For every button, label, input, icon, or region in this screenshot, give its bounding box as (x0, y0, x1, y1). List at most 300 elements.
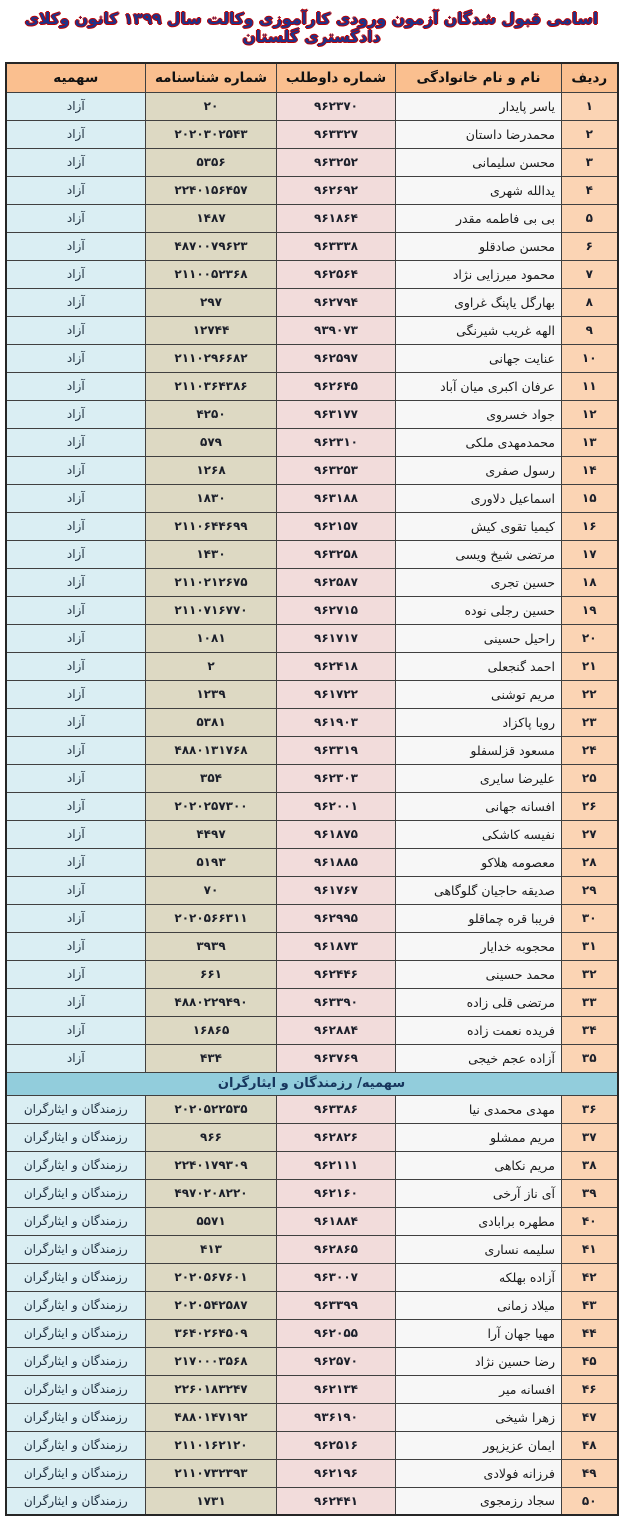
cell-candidate-no: ۹۶۲۸۶۵ (277, 1235, 396, 1263)
cell-candidate-no: ۹۶۲۵۱۶ (277, 1431, 396, 1459)
table-row (6, 848, 618, 876)
cell-id-no: ۱۲۶۸ (146, 456, 277, 484)
cell-row-no: ۲۳ (562, 708, 618, 736)
cell-row-no: ۷ (562, 260, 618, 288)
cell-quota: آزاد (6, 92, 146, 120)
cell-row-no: ۵۰ (562, 1487, 618, 1515)
cell-row-no: ۱۹ (562, 596, 618, 624)
cell-quota: آزاد (6, 400, 146, 428)
cell-candidate-no: ۹۶۳۲۵۳ (277, 456, 396, 484)
cell-row-no: ۴۵ (562, 1347, 618, 1375)
cell-row-no: ۳۴ (562, 1016, 618, 1044)
cell-row-no: ۴۲ (562, 1263, 618, 1291)
table-row (6, 92, 618, 120)
cell-id-no: ۴۸۷۰۰۷۹۶۲۳ (146, 232, 277, 260)
cell-full-name: حسین رجلی نوده (396, 596, 562, 624)
cell-candidate-no: ۹۶۱۸۷۵ (277, 820, 396, 848)
cell-quota: رزمندگان و ایثارگران (6, 1291, 146, 1319)
cell-candidate-no: ۹۶۲۱۵۷ (277, 512, 396, 540)
table-row (6, 764, 618, 792)
cell-id-no: ۱۲۳۹ (146, 680, 277, 708)
cell-quota: آزاد (6, 316, 146, 344)
cell-full-name: یاسر پایدار (396, 92, 562, 120)
cell-row-no: ۲۰ (562, 624, 618, 652)
cell-quota: آزاد (6, 652, 146, 680)
cell-row-no: ۴۹ (562, 1459, 618, 1487)
cell-row-no: ۱۲ (562, 400, 618, 428)
table-row (6, 428, 618, 456)
cell-full-name: مرتضی شیخ ویسی (396, 540, 562, 568)
cell-quota: رزمندگان و ایثارگران (6, 1263, 146, 1291)
cell-quota: آزاد (6, 372, 146, 400)
table-row (6, 372, 618, 400)
cell-quota: آزاد (6, 232, 146, 260)
cell-full-name: مطهره برابادی (396, 1207, 562, 1235)
cell-id-no: ۵۵۷۱ (146, 1207, 277, 1235)
table-row (6, 652, 618, 680)
cell-row-no: ۱۰ (562, 344, 618, 372)
table-row (6, 120, 618, 148)
cell-full-name: عرفان اکبری میان آباد (396, 372, 562, 400)
cell-full-name: محمود میرزایی نژاد (396, 260, 562, 288)
cell-row-no: ۲۸ (562, 848, 618, 876)
cell-candidate-no: ۹۶۲۶۴۵ (277, 372, 396, 400)
cell-row-no: ۴۴ (562, 1319, 618, 1347)
cell-row-no: ۱ (562, 92, 618, 120)
cell-candidate-no: ۹۶۲۰۵۵ (277, 1319, 396, 1347)
cell-row-no: ۳۶ (562, 1095, 618, 1123)
cell-quota: آزاد (6, 176, 146, 204)
cell-full-name: کیمیا تقوی کیش (396, 512, 562, 540)
table-body (6, 92, 618, 1515)
cell-id-no: ۲۰ (146, 92, 277, 120)
cell-id-no: ۴۴۹۷ (146, 820, 277, 848)
table-row (6, 1151, 618, 1179)
cell-row-no: ۳۸ (562, 1151, 618, 1179)
cell-full-name: مهیا جهان آرا (396, 1319, 562, 1347)
cell-full-name: آی ناز آرخی (396, 1179, 562, 1207)
cell-candidate-no: ۹۳۹۰۷۳ (277, 316, 396, 344)
cell-full-name: اسماعیل دلاوری (396, 484, 562, 512)
cell-full-name: رسول صفری (396, 456, 562, 484)
cell-candidate-no: ۹۶۲۵۶۴ (277, 260, 396, 288)
cell-candidate-no: ۹۶۲۳۱۰ (277, 428, 396, 456)
cell-full-name: محمد حسینی (396, 960, 562, 988)
cell-quota: رزمندگان و ایثارگران (6, 1403, 146, 1431)
cell-quota: آزاد (6, 260, 146, 288)
cell-id-no: ۲۰۲۰۳۰۲۵۴۳ (146, 120, 277, 148)
table-row (6, 820, 618, 848)
header-row-no: ردیف (562, 63, 618, 92)
cell-id-no: ۱۷۳۱ (146, 1487, 277, 1515)
header-id-no: شماره شناسنامه (146, 63, 277, 92)
cell-full-name: آزاده بهلکه (396, 1263, 562, 1291)
cell-candidate-no: ۹۶۲۶۹۲ (277, 176, 396, 204)
cell-full-name: محسن سلیمانی (396, 148, 562, 176)
quota-separator-row (6, 1072, 618, 1095)
table-row (6, 1095, 618, 1123)
cell-full-name: بی بی فاطمه مقدر (396, 204, 562, 232)
cell-row-no: ۲۱ (562, 652, 618, 680)
cell-row-no: ۱۷ (562, 540, 618, 568)
cell-row-no: ۴۰ (562, 1207, 618, 1235)
table-row (6, 1016, 618, 1044)
table-row (6, 736, 618, 764)
table-row (6, 540, 618, 568)
cell-full-name: محمدمهدی ملکی (396, 428, 562, 456)
cell-quota: آزاد (6, 288, 146, 316)
table-row (6, 988, 618, 1016)
cell-full-name: یدالله شهری (396, 176, 562, 204)
cell-candidate-no: ۹۶۳۳۲۷ (277, 120, 396, 148)
cell-full-name: زهرا شیخی (396, 1403, 562, 1431)
cell-id-no: ۱۴۸۷ (146, 204, 277, 232)
cell-id-no: ۲۰۲۰۵۴۲۵۸۷ (146, 1291, 277, 1319)
cell-quota: آزاد (6, 624, 146, 652)
cell-candidate-no: ۹۶۳۳۹۰ (277, 988, 396, 1016)
table-row (6, 456, 618, 484)
table-row (6, 1375, 618, 1403)
header-full-name: نام و نام خانوادگی (396, 63, 562, 92)
cell-full-name: افسانه جهانی (396, 792, 562, 820)
cell-quota: آزاد (6, 1016, 146, 1044)
cell-id-no: ۲۱۱۰۶۴۴۶۹۹ (146, 512, 277, 540)
table-row (6, 960, 618, 988)
cell-row-no: ۱۸ (562, 568, 618, 596)
cell-row-no: ۴۸ (562, 1431, 618, 1459)
table-row (6, 176, 618, 204)
quota-separator-label: سهمیه/ رزمندگان و ایثارگران (6, 1072, 618, 1095)
cell-row-no: ۴۳ (562, 1291, 618, 1319)
cell-quota: رزمندگان و ایثارگران (6, 1095, 146, 1123)
cell-row-no: ۲۴ (562, 736, 618, 764)
table-row (6, 680, 618, 708)
page-title: اسامی قبول شدگان آزمون ورودی کارآموزی وکالت سال ۱۳۹۹ کانون وکلای دادگستری گلستان (24, 10, 599, 46)
cell-full-name: فرزانه فولادی (396, 1459, 562, 1487)
cell-full-name: رضا حسین نژاد (396, 1347, 562, 1375)
header-quota: سهمیه (6, 63, 146, 92)
cell-row-no: ۴۶ (562, 1375, 618, 1403)
cell-candidate-no: ۹۶۱۸۸۴ (277, 1207, 396, 1235)
cell-id-no: ۲۱۱۰۲۹۶۶۸۲ (146, 344, 277, 372)
cell-quota: رزمندگان و ایثارگران (6, 1179, 146, 1207)
cell-quota: رزمندگان و ایثارگران (6, 1487, 146, 1515)
results-table (5, 62, 619, 1516)
cell-candidate-no: ۹۳۶۱۹۰ (277, 1403, 396, 1431)
cell-quota: آزاد (6, 988, 146, 1016)
cell-row-no: ۳ (562, 148, 618, 176)
cell-row-no: ۲۷ (562, 820, 618, 848)
cell-quota: آزاد (6, 932, 146, 960)
cell-id-no: ۴۹۷۰۲۰۸۲۲۰ (146, 1179, 277, 1207)
cell-candidate-no: ۹۶۱۷۲۲ (277, 680, 396, 708)
cell-id-no: ۶۶۱ (146, 960, 277, 988)
cell-quota: آزاد (6, 904, 146, 932)
cell-quota: رزمندگان و ایثارگران (6, 1235, 146, 1263)
cell-row-no: ۳۷ (562, 1123, 618, 1151)
cell-quota: آزاد (6, 960, 146, 988)
cell-quota: رزمندگان و ایثارگران (6, 1123, 146, 1151)
cell-candidate-no: ۹۶۳۰۰۷ (277, 1263, 396, 1291)
cell-id-no: ۴۱۳ (146, 1235, 277, 1263)
cell-candidate-no: ۹۶۲۸۲۶ (277, 1123, 396, 1151)
header-candidate-no: شماره داوطلب (277, 63, 396, 92)
table-row (6, 1235, 618, 1263)
cell-full-name: عنایت جهانی (396, 344, 562, 372)
cell-candidate-no: ۹۶۳۳۱۹ (277, 736, 396, 764)
cell-full-name: فریده نعمت زاده (396, 1016, 562, 1044)
cell-candidate-no: ۹۶۲۳۷۰ (277, 92, 396, 120)
cell-id-no: ۲۹۷ (146, 288, 277, 316)
cell-candidate-no: ۹۶۲۰۰۱ (277, 792, 396, 820)
cell-quota: آزاد (6, 764, 146, 792)
table-row (6, 400, 618, 428)
cell-id-no: ۴۸۸۰۱۳۱۷۶۸ (146, 736, 277, 764)
cell-candidate-no: ۹۶۳۱۸۸ (277, 484, 396, 512)
cell-id-no: ۲۲۴۰۱۵۶۴۵۷ (146, 176, 277, 204)
cell-id-no: ۲۱۱۰۲۱۲۶۷۵ (146, 568, 277, 596)
table-row (6, 1123, 618, 1151)
cell-quota: رزمندگان و ایثارگران (6, 1375, 146, 1403)
cell-id-no: ۲۰۲۰۵۶۷۶۰۱ (146, 1263, 277, 1291)
cell-row-no: ۸ (562, 288, 618, 316)
cell-full-name: محسن صادقلو (396, 232, 562, 260)
cell-quota: آزاد (6, 512, 146, 540)
table-row (6, 904, 618, 932)
cell-quota: آزاد (6, 680, 146, 708)
cell-candidate-no: ۹۶۲۱۶۰ (277, 1179, 396, 1207)
cell-quota: آزاد (6, 484, 146, 512)
cell-id-no: ۲۰۲۰۵۲۲۵۳۵ (146, 1095, 277, 1123)
cell-quota: آزاد (6, 568, 146, 596)
cell-candidate-no: ۹۶۲۴۴۱ (277, 1487, 396, 1515)
cell-quota: آزاد (6, 428, 146, 456)
cell-candidate-no: ۹۶۳۷۶۹ (277, 1044, 396, 1072)
cell-full-name: محجوبه خدایار (396, 932, 562, 960)
cell-row-no: ۴۱ (562, 1235, 618, 1263)
table-row (6, 512, 618, 540)
cell-id-no: ۱۶۸۶۵ (146, 1016, 277, 1044)
cell-id-no: ۱۰۸۱ (146, 624, 277, 652)
cell-full-name: مریم نکاهی (396, 1151, 562, 1179)
table-row (6, 1179, 618, 1207)
cell-quota: آزاد (6, 456, 146, 484)
table-row (6, 1291, 618, 1319)
table-row (6, 232, 618, 260)
cell-quota: رزمندگان و ایثارگران (6, 1459, 146, 1487)
cell-quota: رزمندگان و ایثارگران (6, 1319, 146, 1347)
cell-full-name: صدیقه حاجیان گلوگاهی (396, 876, 562, 904)
table-row (6, 1403, 618, 1431)
cell-id-no: ۵۷۹ (146, 428, 277, 456)
cell-id-no: ۹۶۶ (146, 1123, 277, 1151)
table-row (6, 1263, 618, 1291)
cell-candidate-no: ۹۶۲۸۸۴ (277, 1016, 396, 1044)
cell-row-no: ۲۹ (562, 876, 618, 904)
cell-id-no: ۴۲۵۰ (146, 400, 277, 428)
cell-quota: رزمندگان و ایثارگران (6, 1347, 146, 1375)
table-row (6, 1319, 618, 1347)
cell-id-no: ۲ (146, 652, 277, 680)
cell-row-no: ۴۷ (562, 1403, 618, 1431)
cell-quota: آزاد (6, 848, 146, 876)
cell-quota: آزاد (6, 344, 146, 372)
cell-quota: آزاد (6, 1044, 146, 1072)
cell-candidate-no: ۹۶۲۱۱۱ (277, 1151, 396, 1179)
table-row (6, 204, 618, 232)
cell-full-name: فریبا قره چماقلو (396, 904, 562, 932)
cell-quota: آزاد (6, 820, 146, 848)
cell-full-name: سجاد رزمجوی (396, 1487, 562, 1515)
cell-candidate-no: ۹۶۱۷۶۷ (277, 876, 396, 904)
cell-candidate-no: ۹۶۳۱۷۷ (277, 400, 396, 428)
cell-quota: آزاد (6, 540, 146, 568)
cell-full-name: الهه غریب شیرنگی (396, 316, 562, 344)
cell-full-name: محمدرضا داستان (396, 120, 562, 148)
cell-id-no: ۳۹۳۹ (146, 932, 277, 960)
cell-row-no: ۲۵ (562, 764, 618, 792)
table-row (6, 624, 618, 652)
cell-id-no: ۱۲۷۴۴ (146, 316, 277, 344)
cell-id-no: ۱۸۳۰ (146, 484, 277, 512)
cell-candidate-no: ۹۶۱۹۰۳ (277, 708, 396, 736)
cell-candidate-no: ۹۶۱۸۶۴ (277, 204, 396, 232)
cell-row-no: ۱۶ (562, 512, 618, 540)
table-row (6, 708, 618, 736)
cell-id-no: ۲۱۱۰۰۵۲۳۶۸ (146, 260, 277, 288)
table-row (6, 1459, 618, 1487)
cell-full-name: مسعود قزلسفلو (396, 736, 562, 764)
cell-full-name: مهدی محمدی نیا (396, 1095, 562, 1123)
cell-id-no: ۲۱۷۰۰۰۳۵۶۸ (146, 1347, 277, 1375)
cell-row-no: ۱۴ (562, 456, 618, 484)
cell-quota: آزاد (6, 708, 146, 736)
cell-candidate-no: ۹۶۳۲۵۲ (277, 148, 396, 176)
cell-full-name: ایمان عزیزپور (396, 1431, 562, 1459)
cell-candidate-no: ۹۶۳۳۸۶ (277, 1095, 396, 1123)
cell-id-no: ۴۳۴ (146, 1044, 277, 1072)
cell-full-name: آزاده عجم خیجی (396, 1044, 562, 1072)
cell-quota: آزاد (6, 876, 146, 904)
cell-candidate-no: ۹۶۱۸۸۵ (277, 848, 396, 876)
cell-id-no: ۷۰ (146, 876, 277, 904)
cell-id-no: ۱۴۳۰ (146, 540, 277, 568)
cell-id-no: ۲۱۱۰۳۶۴۳۸۶ (146, 372, 277, 400)
cell-quota: آزاد (6, 736, 146, 764)
table-header (6, 63, 618, 92)
cell-full-name: جواد خسروی (396, 400, 562, 428)
cell-quota: رزمندگان و ایثارگران (6, 1431, 146, 1459)
cell-full-name: معصومه هلاکو (396, 848, 562, 876)
table-row (6, 316, 618, 344)
cell-candidate-no: ۹۶۲۱۹۶ (277, 1459, 396, 1487)
cell-row-no: ۳۲ (562, 960, 618, 988)
table-row (6, 1347, 618, 1375)
cell-row-no: ۳۱ (562, 932, 618, 960)
cell-row-no: ۳۳ (562, 988, 618, 1016)
table-row (6, 260, 618, 288)
cell-id-no: ۲۰۲۰۵۶۶۳۱۱ (146, 904, 277, 932)
cell-candidate-no: ۹۶۲۷۱۵ (277, 596, 396, 624)
cell-candidate-no: ۹۶۱۷۱۷ (277, 624, 396, 652)
cell-row-no: ۶ (562, 232, 618, 260)
table-row (6, 1487, 618, 1515)
cell-full-name: احمد گنجعلی (396, 652, 562, 680)
cell-full-name: بهارگل یاپنگ غراوی (396, 288, 562, 316)
cell-id-no: ۵۳۸۱ (146, 708, 277, 736)
cell-id-no: ۴۸۸۰۲۲۹۴۹۰ (146, 988, 277, 1016)
cell-id-no: ۵۳۵۶ (146, 148, 277, 176)
cell-id-no: ۲۰۲۰۲۵۷۳۰۰ (146, 792, 277, 820)
cell-row-no: ۲۲ (562, 680, 618, 708)
cell-candidate-no: ۹۶۳۳۹۹ (277, 1291, 396, 1319)
table-row (6, 1044, 618, 1072)
table-row (6, 932, 618, 960)
table-row (6, 288, 618, 316)
cell-candidate-no: ۹۶۱۸۷۳ (277, 932, 396, 960)
cell-candidate-no: ۹۶۲۵۸۷ (277, 568, 396, 596)
cell-candidate-no: ۹۶۲۴۴۶ (277, 960, 396, 988)
table-row (6, 792, 618, 820)
cell-candidate-no: ۹۶۲۷۹۴ (277, 288, 396, 316)
cell-id-no: ۲۱۱۰۷۱۶۷۷۰ (146, 596, 277, 624)
cell-candidate-no: ۹۶۲۴۱۸ (277, 652, 396, 680)
cell-quota: رزمندگان و ایثارگران (6, 1151, 146, 1179)
cell-full-name: راحیل حسینی (396, 624, 562, 652)
cell-candidate-no: ۹۶۲۱۳۴ (277, 1375, 396, 1403)
cell-full-name: سلیمه نساری (396, 1235, 562, 1263)
cell-full-name: مرتضی قلی زاده (396, 988, 562, 1016)
cell-full-name: مریم ممشلو (396, 1123, 562, 1151)
cell-candidate-no: ۹۶۲۵۷۰ (277, 1347, 396, 1375)
cell-row-no: ۲ (562, 120, 618, 148)
cell-row-no: ۳۰ (562, 904, 618, 932)
cell-row-no: ۳۹ (562, 1179, 618, 1207)
cell-quota: آزاد (6, 204, 146, 232)
cell-row-no: ۱۳ (562, 428, 618, 456)
cell-id-no: ۳۶۴۰۲۶۴۵۰۹ (146, 1319, 277, 1347)
table-row (6, 1207, 618, 1235)
cell-id-no: ۳۵۴ (146, 764, 277, 792)
header-row (6, 63, 618, 92)
cell-full-name: افسانه میر (396, 1375, 562, 1403)
cell-row-no: ۵ (562, 204, 618, 232)
cell-full-name: میلاد زمانی (396, 1291, 562, 1319)
cell-full-name: رویا پاکزاد (396, 708, 562, 736)
cell-candidate-no: ۹۶۲۹۹۵ (277, 904, 396, 932)
table-row (6, 148, 618, 176)
table-row (6, 344, 618, 372)
cell-full-name: حسین تجری (396, 568, 562, 596)
cell-quota: آزاد (6, 148, 146, 176)
cell-row-no: ۹ (562, 316, 618, 344)
cell-quota: رزمندگان و ایثارگران (6, 1207, 146, 1235)
cell-id-no: ۲۲۶۰۱۸۳۲۴۷ (146, 1375, 277, 1403)
table-row (6, 876, 618, 904)
table-row (6, 596, 618, 624)
cell-quota: آزاد (6, 792, 146, 820)
cell-quota: آزاد (6, 120, 146, 148)
cell-quota: آزاد (6, 596, 146, 624)
cell-full-name: مریم توشنی (396, 680, 562, 708)
table-row (6, 484, 618, 512)
cell-id-no: ۲۱۱۰۷۳۲۳۹۳ (146, 1459, 277, 1487)
cell-candidate-no: ۹۶۳۳۳۸ (277, 232, 396, 260)
cell-row-no: ۲۶ (562, 792, 618, 820)
cell-full-name: علیرضا سایری (396, 764, 562, 792)
cell-row-no: ۱۵ (562, 484, 618, 512)
cell-candidate-no: ۹۶۳۲۵۸ (277, 540, 396, 568)
